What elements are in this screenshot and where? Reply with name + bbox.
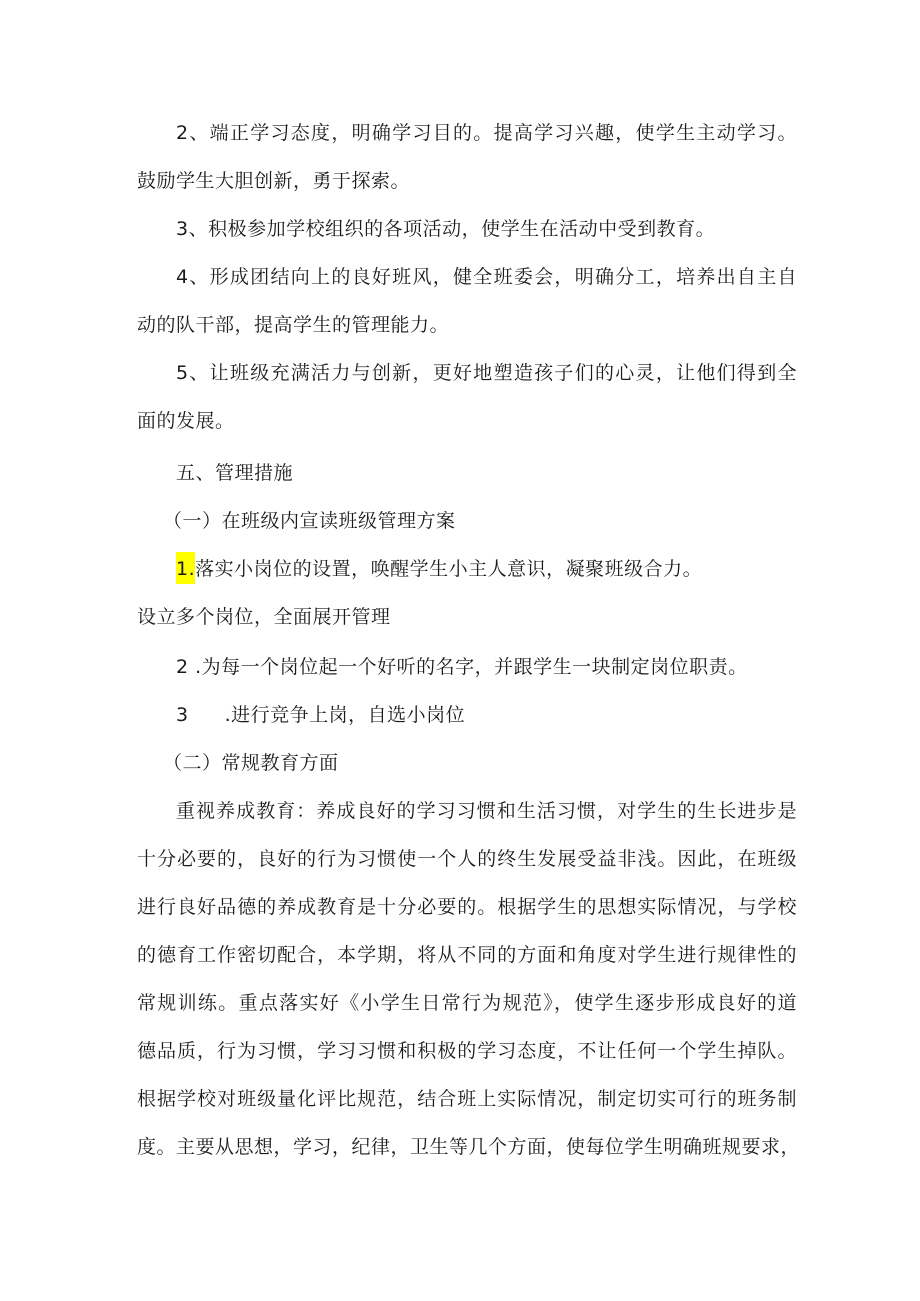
paragraph-line: 鼓励学生大胆创新，勇于探索。 xyxy=(137,170,411,192)
paragraph-line: 德品质，行为习惯，学习习惯和积极的学习态度，不让任何一个学生掉队。 xyxy=(137,1040,797,1062)
paragraph-line: 设立多个岗位，全面展开管理 xyxy=(137,606,391,628)
paragraph-line: 面的发展。 xyxy=(137,410,235,432)
subsection-heading: （二）常规教育方面 xyxy=(163,752,339,774)
section-heading: 五、管理措施 xyxy=(176,462,294,484)
list-item-text: .进行竞争上岗，自选小岗位 xyxy=(224,704,466,726)
paragraph-line: 度。主要从思想，学习，纪律，卫生等几个方面，使每位学生明确班规要求， xyxy=(137,1136,801,1158)
paragraph-line: 动的队干部，提高学生的管理能力。 xyxy=(137,314,450,336)
paragraph-line: 进行良好品德的养成教育是十分必要的。根据学生的思想实际情况，与学校 xyxy=(137,896,797,918)
subsection-heading: （一）在班级内宣读班级管理方案 xyxy=(163,510,456,532)
paragraph-line: 5、让班级充满活力与创新，更好地塑造孩子们的心灵，让他们得到全 xyxy=(176,362,797,384)
list-item: 2 .为每一个岗位起一个好听的名字，并跟学生一块制定岗位职责。 xyxy=(176,656,748,678)
paragraph-line: 十分必要的，良好的行为习惯使一个人的终生发展受益非浅。因此，在班级 xyxy=(137,848,797,870)
paragraph-line: 3、积极参加学校组织的各项活动，使学生在活动中受到教育。 xyxy=(176,218,716,240)
paragraph-line: 2、端正学习态度，明确学习目的。提高学习兴趣，使学生主动学习。 xyxy=(176,122,797,144)
paragraph-line: 根据学校对班级量化评比规范，结合班上实际情况，制定切实可行的班务制 xyxy=(137,1088,797,1110)
paragraph-line: 4、形成团结向上的良好班风，健全班委会，明确分工，培养出自主自 xyxy=(176,266,797,288)
paragraph-line: 重视养成教育：养成良好的学习习惯和生活习惯，对学生的生长进步是 xyxy=(176,800,797,822)
list-item xyxy=(176,557,836,581)
list-item-text: 落实小岗位的设置，唤醒学生小主人意识，凝聚班级合力。 xyxy=(195,558,703,580)
list-item xyxy=(176,703,836,727)
paragraph-line: 的德育工作密切配合，本学期，将从不同的方面和角度对学生进行规律性的 xyxy=(137,944,797,966)
paragraph-line: 常规训练。重点落实好《小学生日常行为规范》，使学生逐步形成良好的道 xyxy=(137,992,797,1014)
list-number: 3 xyxy=(176,704,189,726)
highlighted-number: 1. xyxy=(176,552,195,584)
